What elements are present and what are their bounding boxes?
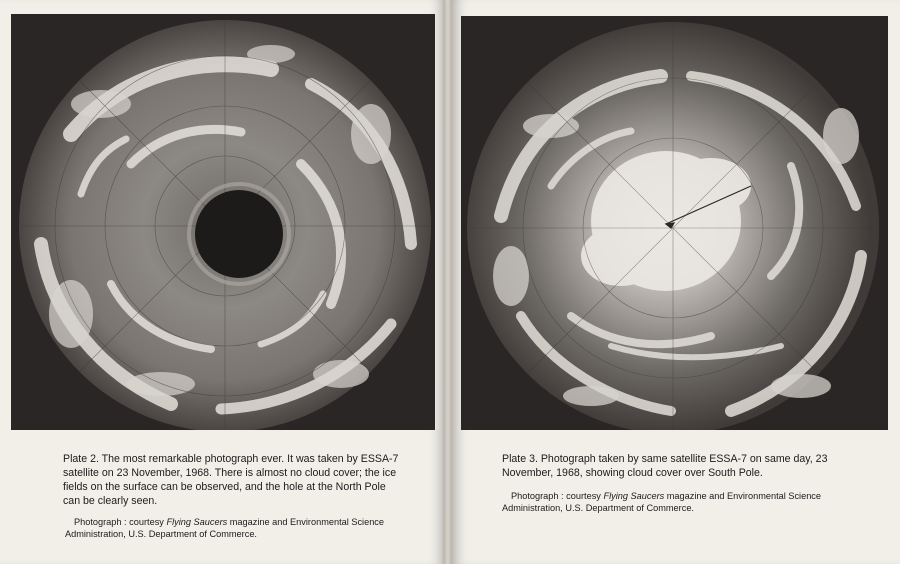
credit-prefix: Photograph : courtesy: [511, 491, 604, 501]
credit-prefix: Photograph : courtesy: [74, 517, 167, 527]
left-page: [0, 0, 445, 564]
magazine-title: Flying Saucers: [603, 491, 665, 501]
credit-suffix: magazine and Environmental Science Administration, U.S. Department of Commerce.: [65, 517, 385, 539]
polar-hole: [195, 190, 283, 278]
plate-2-photo: [11, 14, 435, 430]
right-page: [452, 0, 900, 564]
plate-2-caption: Plate 2. The most remarkable photograph ever. It was taken by ESSA-7 satellite on 23 November, 1968. There is almost no cloud cover; the ice fields on the surface can be observed, and the hole at the North Pole can be clearly seen.: [63, 453, 399, 507]
south-pole-satellite-image: [461, 16, 888, 430]
plate-3-credit: [502, 490, 832, 514]
north-pole-satellite-image: [11, 14, 435, 430]
credit-suffix: magazine and Environmental Science Administration, U.S. Department of Commerce.: [502, 491, 822, 513]
magazine-title: Flying Saucers: [166, 517, 228, 527]
plate-2-credit: [65, 516, 405, 540]
plate-3-caption: Plate 3. Photograph taken by same satellite ESSA-7 on same day, 23 November, 1968, showing cloud cover over South Pole.: [502, 453, 828, 479]
plate-3-photo: [461, 16, 888, 430]
